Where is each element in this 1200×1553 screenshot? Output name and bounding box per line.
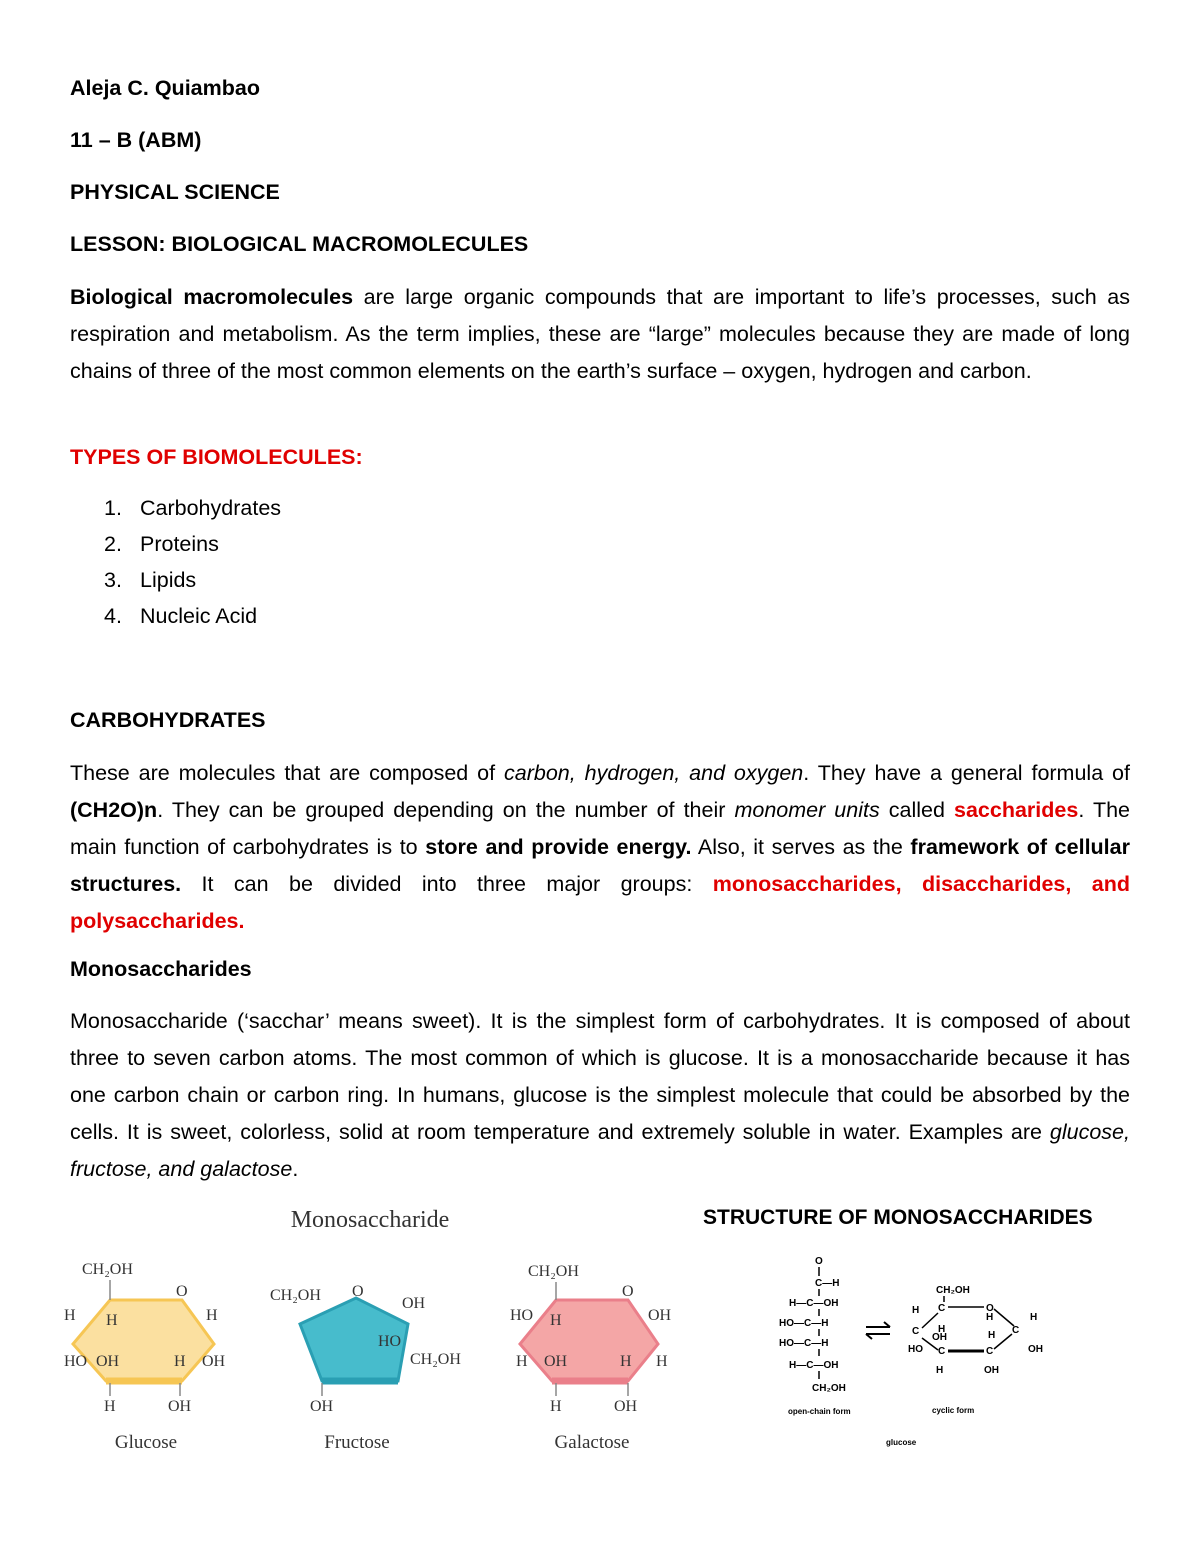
- galactose-label: O: [622, 1283, 634, 1300]
- glucose-label: H: [174, 1353, 186, 1370]
- fructose-label: HO: [378, 1333, 402, 1350]
- saccharides-text: saccharides: [954, 798, 1079, 822]
- intro-text: are large organic compounds that are important to life’s processes, such as respiration and metabolism. As the term implies, these are “large” molecules because they are made of long chains of three of the most common elements on the earth’s surface – oxygen, hydrogen and carbon.: [70, 285, 1130, 383]
- open-chain-caption: open-chain form: [788, 1407, 851, 1416]
- fructose-label: OH: [310, 1398, 334, 1415]
- glucose-label: O: [176, 1283, 188, 1300]
- ring-label: C: [912, 1326, 920, 1337]
- galactose-ring: [520, 1300, 658, 1381]
- lesson-title: LESSON: BIOLOGICAL MACROMOLECULES: [70, 232, 529, 256]
- carbohydrates-paragraph: These are molecules that are composed of carbon, hydrogen, and oxygen. They have a general formula of (CH2O)n. They can be grouped depending on the number of their monomer units called saccharides. The main function of carbohydrates is to store and provide energy. Also, it serves as the framework of cellular structures. It can be divided into three major groups: monosaccharides, disaccharides, and polysaccharides.: [70, 761, 1131, 933]
- cyclic-caption: cyclic form: [932, 1406, 975, 1415]
- galactose-label: OH: [614, 1398, 638, 1415]
- function-text: store and provide energy.: [425, 835, 692, 859]
- chain-label: HO—C—H: [779, 1338, 829, 1349]
- galactose-label: H: [620, 1353, 632, 1370]
- fructose-label: CH₂OH: [270, 1287, 321, 1304]
- glucose-ring: [73, 1300, 214, 1381]
- galactose-label: H: [550, 1312, 562, 1329]
- glucose-label: H: [206, 1307, 218, 1324]
- fructose-structure: [270, 1283, 461, 1453]
- elements-text: carbon, hydrogen, and oxygen: [504, 761, 804, 785]
- subject-title: PHYSICAL SCIENCE: [70, 180, 280, 204]
- chain-label: O: [815, 1256, 823, 1267]
- groups-text: monosaccharides, disaccharides, and polysaccharides.: [70, 872, 1131, 933]
- ring-label: CH₂OH: [936, 1285, 970, 1296]
- glucose-label: OH: [168, 1398, 192, 1415]
- glucose-label: H: [64, 1307, 76, 1324]
- fructose-caption: Fructose: [324, 1432, 390, 1453]
- fructose-label: OH: [402, 1295, 426, 1312]
- ring-label: C: [938, 1346, 946, 1357]
- ring-label: OH: [932, 1332, 947, 1343]
- galactose-caption: Galactose: [554, 1432, 630, 1453]
- formula-text: (CH2O)n: [70, 798, 158, 822]
- chain-label: H—C—OH: [789, 1298, 839, 1309]
- ring-label: H: [936, 1365, 944, 1376]
- galactose-structure: [510, 1263, 672, 1453]
- equilibrium-arrows: [866, 1322, 890, 1339]
- class-section: 11 – B (ABM): [70, 128, 202, 152]
- ring-label: H: [988, 1330, 996, 1341]
- chain-label: H—C—OH: [789, 1360, 839, 1371]
- galactose-label: H: [550, 1398, 562, 1415]
- structure-caption: glucose: [886, 1438, 917, 1447]
- fructose-label: CH₂OH: [410, 1351, 461, 1368]
- examples-text: glucose, fructose, and galactose: [70, 1120, 1130, 1181]
- glucose-label: H: [104, 1398, 116, 1415]
- chain-label: HO—C—H: [779, 1318, 829, 1329]
- ring-label: O: [986, 1303, 994, 1314]
- galactose-label: CH₂OH: [528, 1263, 579, 1280]
- list-item: 1. Carbohydrates: [104, 496, 282, 520]
- glucose-label: OH: [96, 1353, 120, 1370]
- framework-text: framework of cellular structures.: [70, 835, 1130, 896]
- list-item: 2. Proteins: [104, 532, 219, 556]
- ring-label: HO: [908, 1344, 923, 1355]
- structure-title: STRUCTURE OF MONOSACCHARIDES: [703, 1206, 1093, 1229]
- galactose-label: H: [656, 1353, 668, 1370]
- monomer-text: monomer units: [734, 798, 880, 822]
- types-heading: TYPES OF BIOMOLECULES:: [70, 445, 363, 469]
- figure-title: Monosaccharide: [290, 1207, 450, 1233]
- cyclic-structure: [886, 1285, 1043, 1447]
- galactose-label: HO: [510, 1307, 534, 1324]
- glucose-label: OH: [202, 1353, 226, 1370]
- ring-label: OH: [984, 1365, 999, 1376]
- ring-label: C: [938, 1303, 946, 1314]
- monosaccharides-heading: Monosaccharides: [70, 957, 252, 981]
- intro-term: Biological macromolecules: [70, 285, 354, 309]
- monosaccharides-paragraph: Monosaccharide (‘sacchar’ means sweet). It is the simplest form of carbohydrates. It is composed of about three to seven carbon atoms. The most common of which is glucose. It is a monosaccharide because it has one carbon chain or carbon ring. In humans, glucose is the simplest molecule that could be absorbed by the cells. It is sweet, colorless, solid at room temperature and extremely soluble in water. Examples are glucose, fructose, and galactose.: [70, 1009, 1130, 1181]
- glucose-label: HO: [64, 1353, 88, 1370]
- ring-label: C: [986, 1346, 994, 1357]
- open-chain-structure: [779, 1256, 851, 1416]
- galactose-label: H: [516, 1353, 528, 1370]
- carbohydrates-heading: CARBOHYDRATES: [70, 708, 266, 732]
- list-item: 3. Lipids: [104, 568, 197, 592]
- ring-label: C: [1012, 1325, 1020, 1336]
- glucose-structure: [64, 1261, 226, 1453]
- galactose-label: OH: [544, 1353, 568, 1370]
- glucose-caption: Glucose: [114, 1432, 178, 1453]
- glucose-label: CH₂OH: [82, 1261, 133, 1278]
- ring-label: H: [986, 1312, 994, 1323]
- fructose-label: O: [352, 1283, 364, 1300]
- ring-label: H: [938, 1324, 946, 1335]
- chain-label: CH₂OH: [812, 1383, 846, 1394]
- author-name: Aleja C. Quiambao: [70, 76, 260, 100]
- chain-label: C—H: [815, 1278, 840, 1289]
- galactose-label: OH: [648, 1307, 672, 1324]
- glucose-label: H: [106, 1312, 118, 1329]
- ring-label: H: [1030, 1312, 1038, 1323]
- ring-label: H: [912, 1305, 920, 1316]
- ring-label: OH: [1028, 1344, 1043, 1355]
- list-item: 4. Nucleic Acid: [104, 604, 258, 628]
